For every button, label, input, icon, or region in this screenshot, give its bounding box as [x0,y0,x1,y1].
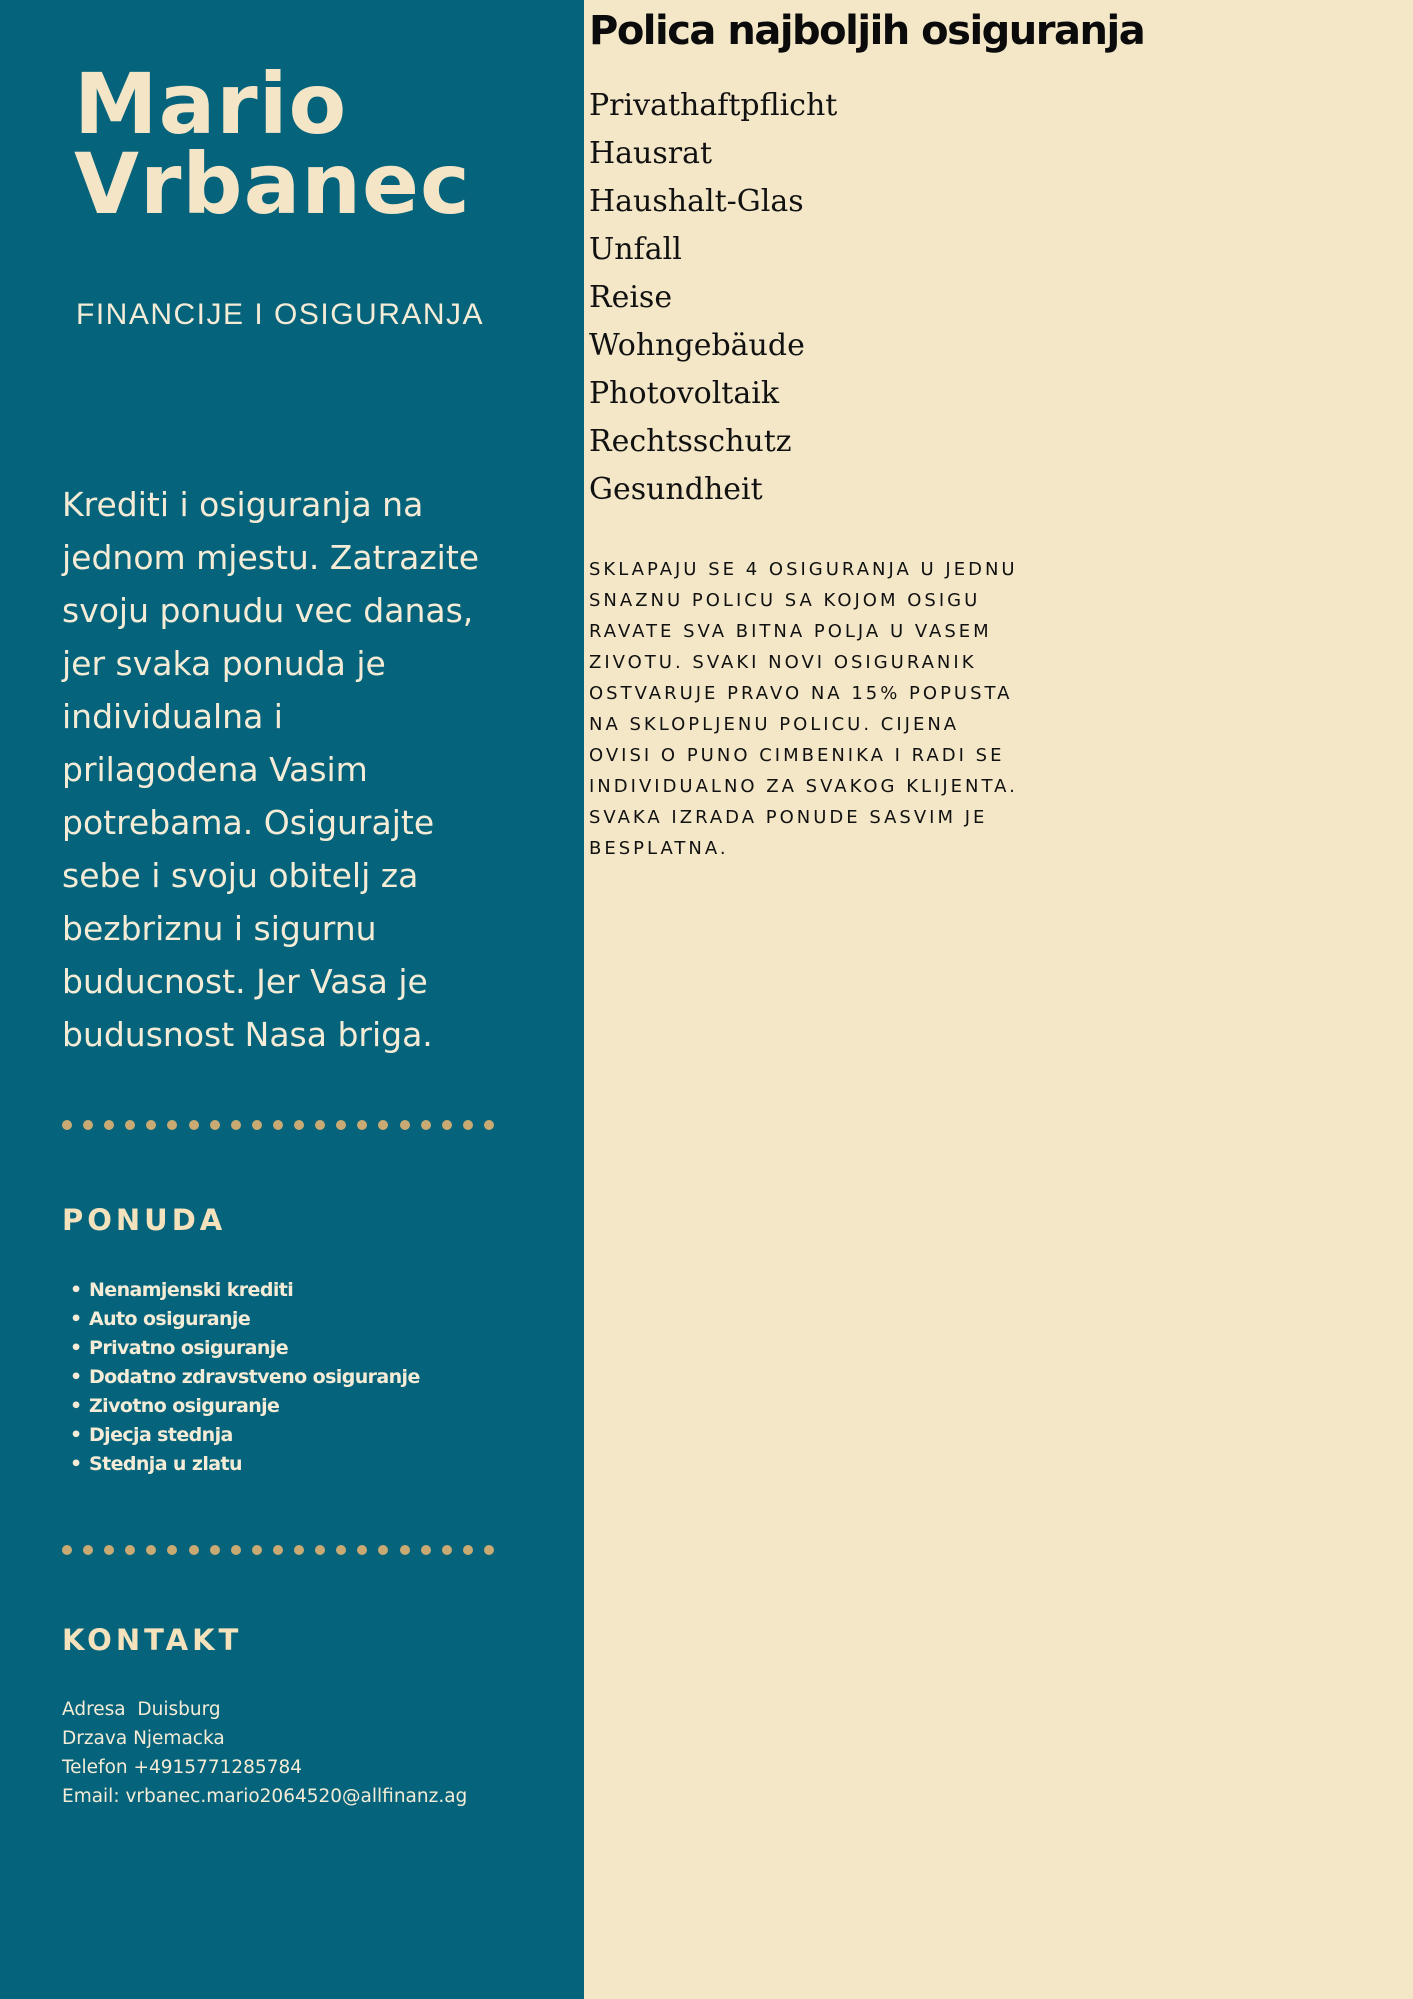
intro-paragraph: Krediti i osiguranja na jednom mjestu. Zatrazite svoju ponudu vec danas, jer svaka ponuda je individualna i prilagodena Vasim potrebama. Osigurajte sebe i svoju obitelj za bezbriznu i sigurnu buducnost. Jer Vasa je budusnost Nasa briga. [62,485,480,1054]
text-line: SNAZNU POLICU SA KOJOM OSIGU [589,590,981,611]
list-item: Privathaftpflicht [589,88,838,123]
policy-description [589,554,1069,864]
contact-details [62,1695,467,1811]
offer-heading: PONUDA [62,1203,227,1237]
offer-list [70,1276,420,1479]
list-item: Hausrat [589,136,713,171]
list-item: • Djecja stednja [70,1424,233,1446]
contact-email: Email: vrbanec.mario2064520@allfinanz.ag [62,1786,468,1807]
list-item: • Auto osiguranje [70,1308,251,1330]
list-item: • Dodatno zdravstveno osiguranje [70,1366,420,1388]
list-item: • Zivotno osiguranje [70,1395,280,1417]
contact-country: Drzava Njemacka [62,1728,225,1749]
contact-address: Adresa Duisburg [62,1699,221,1720]
text-line: SKLAPAJU SE 4 OSIGURANJA U JEDNU [589,559,1018,580]
list-item: • Stednja u zlatu [70,1453,242,1475]
list-item: Reise [589,280,673,315]
list-item: Gesundheit [589,472,763,507]
text-line: OSTVARUJE PRAVO NA 15% POPUSTA [589,683,1013,704]
profession-subtitle: FINANCIJE I OSIGURANJA [76,298,485,331]
list-item: Unfall [589,232,682,267]
list-item: • Privatno osiguranje [70,1337,289,1359]
text-line: RAVATE SVA BITNA POLJA U VASEM [589,621,992,642]
contact-phone: Telefon +4915771285784 [62,1757,303,1778]
list-item: Wohngebäude [589,328,805,363]
dotted-divider [62,1544,494,1556]
last-name: Vrbanec [74,135,471,233]
person-name [74,55,471,233]
policy-title: Polica najboljih osiguranja [589,8,1145,54]
list-item: Rechtsschutz [589,424,792,459]
policy-list [589,82,837,514]
text-line: BESPLATNA. [589,838,729,859]
list-item: Haushalt-Glas [589,184,804,219]
text-line: ZIVOTU. SVAKI NOVI OSIGURANIK [589,652,977,673]
text-line: OVISI O PUNO CIMBENIKA I RADI SE [589,745,1005,766]
text-line: INDIVIDUALNO ZA SVAKOG KLIJENTA. [589,776,1018,797]
text-line: NA SKLOPLJENU POLICU. CIJENA [589,714,960,735]
text-line: SVAKA IZRADA PONUDE SASVIM JE [589,807,988,828]
list-item: • Nenamjenski krediti [70,1279,294,1301]
list-item: Photovoltaik [589,376,780,411]
contact-heading: KONTAKT [62,1623,243,1657]
first-name: Mario [74,55,348,153]
dotted-divider [62,1119,494,1131]
